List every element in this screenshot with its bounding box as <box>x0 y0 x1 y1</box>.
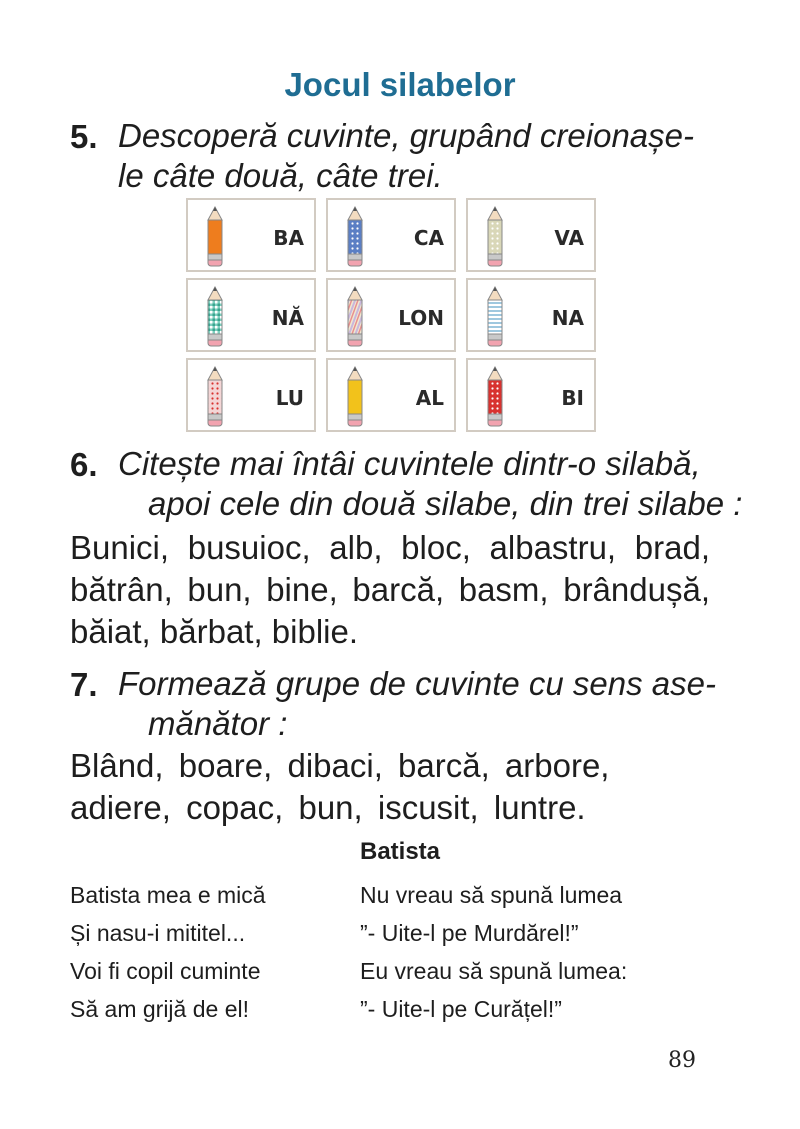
exercise-7-line: Formează grupe de cuvinte cu sens ase- <box>118 665 716 702</box>
syllable-card <box>466 198 596 272</box>
syllable-card <box>186 198 316 272</box>
pencil-icon <box>200 366 230 428</box>
syllable-card <box>466 358 596 432</box>
word-line: Bunici, busuioc, alb, bloc, albastru, brad, <box>70 529 710 566</box>
exercise-7-instruction <box>118 664 716 744</box>
exercise-7-word-list <box>70 745 609 829</box>
word-line: bătrân, bun, bine, barcă, basm, brândușă, <box>70 571 710 608</box>
syllable-card <box>186 278 316 352</box>
syllable-card <box>186 358 316 432</box>
word-line: băiat, bărbat, biblie. <box>70 613 359 650</box>
pencil-icon <box>340 206 370 268</box>
exercise-5-number: 5. <box>70 118 98 155</box>
syllable-card <box>326 198 456 272</box>
exercise-6-line: Citește mai întâi cuvintele dintr-o silabă, <box>118 445 701 482</box>
syllable-label: CA <box>413 226 444 250</box>
word-line: adiere, copac, bun, iscusit, luntre. <box>70 789 586 826</box>
pencil-syllable-grid <box>186 198 596 432</box>
poem-title: Batista <box>359 838 441 865</box>
pencil-icon <box>480 286 510 348</box>
syllable-label: VA <box>554 226 584 250</box>
syllable-card <box>326 358 456 432</box>
poem-line: Să am grijă de el! <box>70 996 249 1022</box>
pencil-icon <box>480 366 510 428</box>
pencil-icon <box>340 366 370 428</box>
exercise-5-instruction <box>118 116 694 196</box>
exercise-6-instruction <box>118 444 742 524</box>
exercise-7-line: mănător : <box>148 705 288 742</box>
poem-line: Voi fi copil cuminte <box>70 958 261 984</box>
syllable-label: BA <box>273 226 304 250</box>
exercise-5-line: le câte două, câte trei. <box>118 157 443 194</box>
pencil-icon <box>200 286 230 348</box>
pencil-icon <box>200 206 230 268</box>
poem-line: Eu vreau să spună lumea: <box>360 958 628 984</box>
page-number: 89 <box>668 1048 696 1073</box>
pencil-icon <box>340 286 370 348</box>
exercise-6-number: 6. <box>70 446 98 483</box>
poem-line: ”- Uite-l pe Curățel!” <box>360 996 562 1022</box>
exercise-6-word-list <box>70 527 710 653</box>
syllable-label: NA <box>551 306 584 330</box>
page-title: Jocul silabelor <box>284 66 516 103</box>
exercise-6-line: apoi cele din două silabe, din trei silabe : <box>148 485 743 522</box>
poem-left-stanza <box>70 876 266 1028</box>
poem-line: Și nasu-i mititel... <box>70 920 246 946</box>
word-line: Blând, boare, dibaci, barcă, arbore, <box>70 747 610 784</box>
poem-line: Nu vreau să spună lumea <box>360 882 623 908</box>
syllable-label: LON <box>398 306 444 330</box>
pencil-icon <box>480 206 510 268</box>
syllable-label: NĂ <box>271 306 304 330</box>
exercise-5-line: Descoperă cuvinte, grupând creionașe- <box>118 117 695 154</box>
syllable-card <box>326 278 456 352</box>
exercise-7-number: 7. <box>70 666 98 703</box>
poem-right-stanza <box>360 876 627 1028</box>
syllable-label: LU <box>275 386 304 410</box>
poem-line: Batista mea e mică <box>70 882 266 908</box>
syllable-label: BI <box>561 386 584 410</box>
syllable-card <box>466 278 596 352</box>
poem-line: ”- Uite-l pe Murdărel!” <box>360 920 579 946</box>
syllable-label: AL <box>415 386 444 410</box>
